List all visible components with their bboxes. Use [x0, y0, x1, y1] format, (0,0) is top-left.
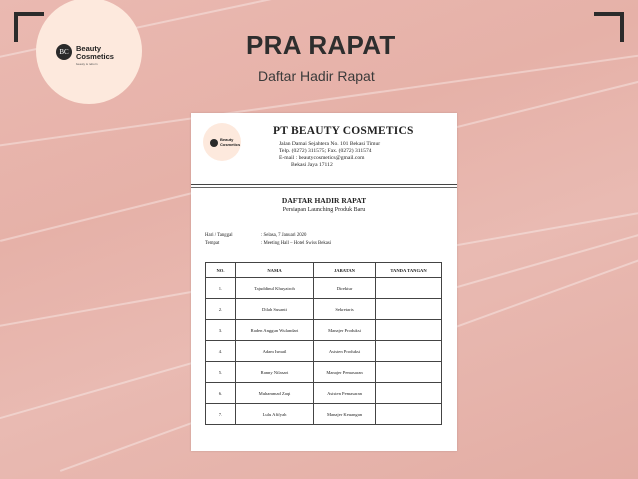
cell-name: Adam Ismail	[236, 341, 314, 362]
meta-value: : Meeting Hall – Hotel Swiss Bekasi	[261, 241, 332, 246]
document-logo-line2: Cosmetics	[220, 141, 241, 147]
cell-position: Direktur	[314, 278, 376, 299]
table-row	[206, 341, 442, 362]
meta-label: Tempat	[205, 241, 220, 246]
letterhead-divider	[191, 184, 457, 185]
cell-signature	[376, 341, 442, 362]
cell-no: 6.	[206, 383, 236, 404]
cell-signature	[376, 299, 442, 320]
cell-name: Ranny Nilasari	[236, 362, 314, 383]
brand-logo-line2: Cosmetics	[76, 52, 114, 61]
company-address-line: Jalan Damai Sejahtera No. 101 Bekasi Timur	[279, 141, 381, 147]
corner-bracket-top-right	[594, 12, 624, 42]
company-name: PT BEAUTY COSMETICS	[273, 125, 414, 137]
cell-position: Asisten Produksi	[314, 341, 376, 362]
table-row	[206, 404, 442, 425]
cell-no: 2.	[206, 299, 236, 320]
company-email-line: E-mail : beautycosmetics@gmail.com	[279, 155, 365, 161]
header-position: JABATAN	[314, 263, 376, 278]
cell-no: 4.	[206, 341, 236, 362]
table-row	[206, 383, 442, 404]
meta-label: Hari / Tanggal	[205, 233, 233, 238]
document-heading: DAFTAR HADIR RAPAT	[281, 196, 367, 205]
cell-name: Tajuddinul Khuyairoh	[236, 278, 314, 299]
cell-signature	[376, 404, 442, 425]
brand-logo-line1: Beauty	[76, 44, 102, 53]
cell-signature	[376, 278, 442, 299]
document-logo-line1: Beauty	[220, 137, 234, 142]
table-row	[206, 299, 442, 320]
company-phone-line: Telp. (0272) 311575; Fax. (0272) 311574	[279, 148, 372, 154]
cell-position: Manajer Pemasaran	[314, 362, 376, 383]
cell-name: Raden Anggun Wulandari	[236, 320, 314, 341]
cell-name: Muhammad Zaqi	[236, 383, 314, 404]
meta-date-row	[205, 233, 307, 238]
meta-place-row	[205, 241, 332, 246]
cell-signature	[376, 383, 442, 404]
document-logo-text	[220, 138, 240, 147]
company-city-line: Bekasi Jaya 17112	[291, 162, 333, 168]
document-logo-icon	[210, 139, 218, 147]
cell-signature	[376, 362, 442, 383]
cell-position: Manajer Keuangan	[314, 404, 376, 425]
brand-logo-icon: BC	[56, 44, 72, 60]
cell-name: Lulu Afifyah	[236, 404, 314, 425]
letterhead-divider-thin	[191, 187, 457, 188]
brand-logo-text	[76, 45, 114, 61]
table-row	[206, 362, 442, 383]
cell-position: Manajer Produksi	[314, 320, 376, 341]
slide-title: PRA RAPAT	[246, 30, 396, 60]
table-row	[206, 278, 442, 299]
cell-no: 1.	[206, 278, 236, 299]
cell-no: 5.	[206, 362, 236, 383]
header-name: NAMA	[236, 263, 314, 278]
cell-no: 3.	[206, 320, 236, 341]
header-no: NO.	[206, 263, 236, 278]
attendance-document	[191, 113, 457, 451]
cell-position: Asisten Pemasaran	[314, 383, 376, 404]
slide-subtitle: Daftar Hadir Rapat	[258, 68, 375, 84]
cell-position: Sekretaris	[314, 299, 376, 320]
table-row	[206, 320, 442, 341]
brand-logo-tagline: beauty is reborn	[76, 62, 98, 66]
header-signature: TANDA TANGAN	[376, 263, 442, 278]
cell-name: Dilah Susanti	[236, 299, 314, 320]
cell-signature	[376, 320, 442, 341]
meta-value: : Selasa, 7 Januari 2020	[261, 233, 307, 238]
table-header-row	[206, 263, 442, 278]
document-subheading: Persiapan Launching Produk Baru	[282, 207, 366, 213]
cell-no: 7.	[206, 404, 236, 425]
attendance-table	[205, 262, 442, 425]
